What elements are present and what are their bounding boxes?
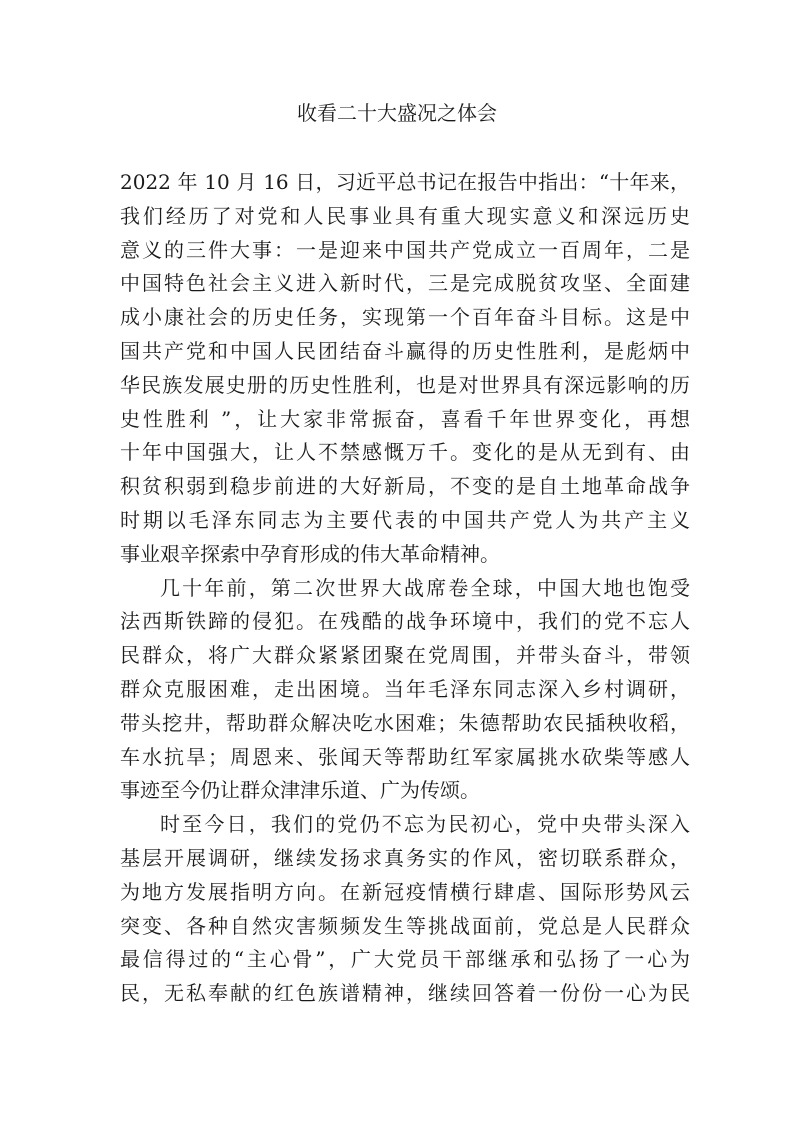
text-line: 车水抗旱；周恩来、张闻天等帮助红军家属挑水砍柴等感人 — [120, 744, 690, 769]
text-line: 最信得过的“主心骨”，广大党员干部继承和弘扬了一心为 — [120, 947, 690, 972]
document-body — [120, 166, 690, 1011]
text-line: 突变、各种自然灾害频频发生等挑战面前，党总是人民群众 — [120, 913, 690, 938]
text-line: 我们经历了对党和人民事业具有重大现实意义和深远历史 — [120, 203, 690, 228]
text-line: 事业艰辛探索中孕育形成的伟大革命精神。 — [120, 541, 500, 566]
document-title: 收看二十大盛况之体会 — [297, 101, 497, 125]
text-line: 积贫积弱到稳步前进的大好新局，不变的是自土地革命战争 — [120, 474, 690, 499]
text-line: 民，无私奉献的红色族谱精神，继续回答着一份份一心为民 — [120, 981, 690, 1006]
text-line: 基层开展调研，继续发扬求真务实的作风，密切联系群众， — [120, 845, 690, 870]
text-line: 意义的三件大事：一是迎来中国共产党成立一百周年，二是 — [120, 237, 690, 262]
text-line: 史性胜利 ”，让大家非常振奋，喜看千年世界变化，再想 — [120, 406, 690, 431]
text-line: 国共产党和中国人民团结奋斗赢得的历史性胜利，是彪炳中 — [120, 338, 690, 363]
text-line: 华民族发展史册的历史性胜利，也是对世界具有深远影响的历 — [120, 372, 690, 397]
text-line: 2022 年 10 月 16 日，习近平总书记在报告中指出：“十年来， — [120, 170, 690, 194]
text-line: 带头挖井，帮助群众解决吃水困难；朱德帮助农民插秧收稻， — [120, 710, 690, 735]
text-line: 民群众，将广大群众紧紧团聚在党周围，并带头奋斗，带领 — [120, 643, 690, 668]
text-line: 中国特色社会主义进入新时代，三是完成脱贫攻坚、全面建 — [120, 271, 690, 296]
text-line: 成小康社会的历史任务，实现第一个百年奋斗目标。这是中 — [120, 305, 690, 330]
text-line: 时期以毛泽东同志为主要代表的中国共产党人为共产主义 — [120, 507, 690, 532]
text-line: 时至今日，我们的党仍不忘为民初心，党中央带头深入 — [160, 812, 690, 837]
text-line: 法西斯铁蹄的侵犯。在残酷的战争环境中，我们的党不忘人 — [120, 609, 690, 634]
text-line: 十年中国强大，让人不禁感慨万千。变化的是从无到有、由 — [120, 440, 690, 465]
text-line: 几十年前，第二次世界大战席卷全球，中国大地也饱受 — [160, 575, 690, 600]
text-line: 事迹至今仍让群众津津乐道、广为传颂。 — [120, 778, 480, 803]
text-line: 为地方发展指明方向。在新冠疫情横行肆虐、国际形势风云 — [120, 879, 690, 904]
text-line: 群众克服困难，走出困境。当年毛泽东同志深入乡村调研， — [120, 676, 690, 701]
